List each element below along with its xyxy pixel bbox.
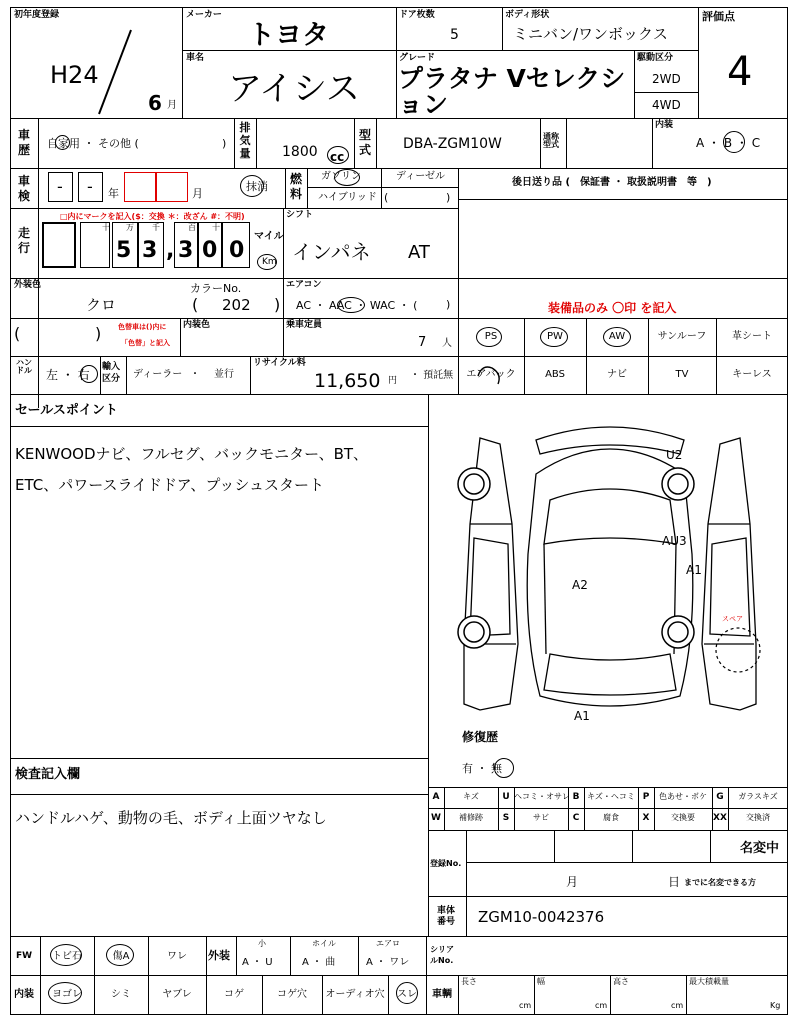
legend-description: ヘコミ・オサレ: [514, 792, 570, 801]
maker-value: トヨタ: [248, 20, 329, 51]
sales-point-line2: ETC、パワースライドドア、プッシュスタート: [15, 476, 325, 494]
equip-keyless: キーレス: [732, 369, 772, 380]
body-type-value: ミニバン/ワンボックス: [513, 25, 668, 43]
interior-b-circle: [723, 131, 745, 153]
history-circle: [55, 135, 70, 150]
dimensions-length: 長さ: [461, 977, 477, 986]
interior-burn: コゲ: [224, 989, 244, 1000]
mileage-unit-ju: 十: [102, 223, 110, 232]
mileage-digit-0b: 0: [229, 238, 245, 263]
model-value: DBA-ZGM10W: [403, 136, 502, 152]
shift-label: シフト: [286, 210, 314, 220]
fuel-hybrid: ハイブリッド: [318, 192, 377, 203]
fuel-gasoline: ガソリン: [321, 171, 361, 182]
equip-sunroof: サンルーフ: [657, 331, 707, 342]
diagram-mark-u2: U2: [666, 448, 683, 462]
aircon-close: ): [446, 298, 451, 311]
car-name-label: 車名: [186, 53, 205, 63]
legend-code: G: [716, 792, 724, 802]
interior-wear-circle: [396, 982, 418, 1004]
repair-value: 有 ・ 無: [462, 762, 502, 775]
color-change-note2: 「色替」と記入: [121, 339, 170, 347]
maker-label: メーカー: [186, 10, 222, 20]
fuel-diesel: ディーゼル: [396, 171, 445, 182]
capacity-label: 乗車定員: [286, 320, 323, 330]
diagram-mark-a1-right: A1: [686, 563, 702, 577]
displacement-label: 排気量: [239, 121, 251, 160]
recycle-unit: 円: [388, 376, 398, 386]
equip-navi: ナビ: [607, 369, 627, 380]
legend-code: P: [642, 792, 650, 802]
airbag-check-mark: [472, 362, 512, 388]
insp-month-box-2: [156, 172, 188, 202]
repair-label: 修復歴: [462, 730, 499, 744]
fw-label: FW: [16, 951, 33, 961]
inspection-notes-label: 検査記入欄: [15, 767, 81, 782]
handle-label: ハンドル: [16, 358, 32, 375]
insp-year-unit: 年: [108, 187, 119, 200]
exterior-small-opts: A ・ U: [242, 957, 273, 968]
fw-item-crack: ワレ: [167, 951, 187, 962]
legend-description: ガラスキズ: [738, 792, 778, 801]
car-name-value: アイシス: [228, 69, 360, 109]
mileage-note: □内にマークを記入($：交換 ＊：改ざん #：不明): [60, 212, 245, 221]
recycle-value: 11,650: [314, 370, 381, 392]
shift-position: インパネ: [292, 240, 371, 264]
color-change-note1: 色替車は()内に: [118, 323, 167, 331]
mileage-unit-ju2: 十: [212, 223, 220, 232]
insp-month-box-1: [124, 172, 156, 202]
drive-label: 駆動区分: [637, 53, 674, 63]
fw-tobiishi-circle: [50, 944, 82, 966]
serial-label: シリアルNo.: [430, 945, 454, 965]
legend-code: A: [432, 792, 440, 802]
doors-label: ドア枚数: [399, 10, 435, 20]
diagram-mark-au3: AU3: [662, 534, 687, 548]
registration-label: 登録No.: [430, 859, 462, 868]
legend-code: X: [642, 813, 650, 823]
insp-dash-1: -: [57, 177, 63, 196]
mileage-digit-5: 5: [116, 238, 132, 263]
registration-deadline: までに名変できる方: [684, 878, 756, 887]
displacement-unit: cc: [330, 150, 345, 164]
legend-code: C: [572, 813, 580, 823]
equip-abs: ABS: [545, 369, 565, 380]
dimensions-label: 車輌: [432, 989, 452, 1000]
insp-end-circle: [240, 175, 264, 197]
color-no-open: (: [192, 295, 199, 314]
first-reg-month: 6: [148, 91, 162, 115]
mileage-unit-man: 万: [126, 223, 134, 232]
equip-pw-circle: [540, 327, 568, 347]
ext-color-label: 外装色: [14, 280, 42, 290]
km-circle: [257, 254, 277, 270]
inspection-notes-value: ハンドルハゲ、動物の毛、ボディ上面ツヤなし: [15, 809, 327, 827]
doors-value: 5: [450, 27, 459, 43]
mileage-digit-0a: 0: [202, 238, 218, 263]
mileage-digit-3b: 3: [178, 238, 194, 263]
legend-code: W: [431, 813, 441, 823]
equipment-title: 装備品のみ 〇印 を記入: [548, 301, 677, 315]
model-label: 型式: [358, 128, 371, 157]
equip-leather: 革シート: [732, 331, 772, 342]
aircon-label: エアコン: [286, 280, 322, 290]
later-items-label: 後日送り品 ( 保証書 ・ 取扱説明書 等 ): [512, 177, 712, 188]
mileage-comma: ,: [166, 238, 175, 263]
history-label: 車歴: [17, 128, 30, 157]
equip-aw-circle: [603, 327, 631, 347]
handle-value: 左 ・ 右: [46, 368, 90, 382]
equip-aw: AW: [608, 331, 626, 342]
exterior-small: 小: [258, 939, 266, 948]
dimensions-height-unit: cm: [671, 1001, 684, 1010]
interior-dirt-circle: [48, 982, 82, 1004]
legend-code: U: [502, 792, 510, 802]
exterior-aero: エアロ: [376, 939, 400, 948]
registration-day: 日: [668, 875, 681, 889]
color-change-close: ): [95, 324, 102, 343]
legend-code: XX: [713, 813, 727, 823]
interior-burn-hole: コゲ穴: [277, 989, 307, 1000]
diagram-mark-a1-bottom: A1: [574, 709, 590, 723]
vin-label: 車体番号: [437, 906, 456, 927]
mileage-digit-3a: 3: [142, 238, 158, 263]
legend-description: 交換要: [671, 813, 695, 822]
diagram-mark-a2: A2: [572, 578, 588, 592]
dimensions-width: 幅: [537, 977, 545, 986]
import-dealer: ディーラー: [133, 369, 183, 380]
color-change-open: (: [14, 324, 21, 343]
history-close: ): [222, 137, 227, 150]
drive-4wd: 4WD: [652, 98, 681, 112]
sales-point-label: セールスポイント: [15, 403, 118, 418]
fuel-paren-close: ): [446, 191, 451, 204]
diagram-spare-label: スペア: [722, 615, 743, 623]
legend-code: S: [502, 813, 510, 823]
aac-circle: [337, 297, 365, 313]
import-parallel: 並行: [214, 369, 234, 380]
import-sep: ・: [190, 369, 200, 380]
interior-wear: スレ: [397, 989, 417, 1000]
equip-tv: TV: [675, 369, 689, 380]
color-no-value: 202: [222, 296, 251, 314]
mileage-label: 走行: [17, 226, 30, 255]
history-value: 自家用 ・ その他 (: [47, 137, 139, 150]
drive-2wd: 2WD: [652, 72, 681, 86]
grade-label: グレード: [399, 53, 436, 63]
first-reg-label: 初年度登録: [14, 10, 60, 20]
mileage-unit-sen: 千: [152, 223, 160, 232]
recycle-label: リサイクル料: [253, 358, 306, 368]
body-type-label: ボディ形状: [505, 10, 550, 20]
recycle-deposit: ・ 預託無: [410, 370, 454, 381]
insp-dash-2: -: [87, 177, 93, 196]
exterior-label: 外装: [208, 949, 230, 962]
legend-description: キズ・ヘコミ: [587, 792, 635, 801]
fw-scratch-circle: [106, 944, 134, 966]
fuel-paren-open: (: [384, 191, 389, 204]
interior-dirt: ヨゴレ: [52, 989, 82, 1000]
first-reg-era: H24: [50, 61, 99, 89]
import-label: 輸入区分: [102, 362, 121, 384]
sales-point-line1: KENWOODナビ、フルセグ、バックモニター、BT、: [15, 445, 369, 463]
legend-description: 補修跡: [459, 813, 483, 822]
score-label: 評価点: [702, 10, 735, 23]
dimensions-load-unit: Kg: [770, 1001, 781, 1010]
dimensions-width-unit: cm: [595, 1001, 608, 1010]
registration-name-change: 名変中: [740, 841, 780, 856]
common-model-label: 通称型式: [543, 132, 559, 149]
cc-circle: [327, 146, 349, 164]
legend-code: B: [572, 792, 580, 802]
legend-description: サビ: [533, 813, 549, 822]
insp-end: 抹消: [246, 180, 268, 193]
interior-audio-hole: オーディオ穴: [325, 989, 385, 1000]
dimensions-height: 高さ: [613, 977, 629, 986]
equip-ps: PS: [484, 331, 498, 342]
aircon-value: AC ・ AAC ・ WAC ・ (: [296, 299, 418, 312]
interior-stain: シミ: [111, 989, 131, 1000]
fuel-gasoline-circle: [334, 169, 360, 186]
color-no-close: ): [274, 295, 281, 314]
displacement-value: 1800: [282, 144, 318, 160]
interior-label: 内装: [655, 120, 674, 130]
fw-item-scratch: 傷A: [112, 951, 130, 962]
vin-value: ZGM10-0042376: [478, 908, 605, 926]
interior-tear: ヤブレ: [162, 989, 192, 1000]
interior-color-label: 内装色: [183, 320, 211, 330]
score-value: 4: [727, 49, 753, 95]
insp-month-unit: 月: [192, 187, 203, 200]
color-no-label: カラーNo.: [190, 282, 242, 295]
grade-value: プラタナ Vセレクション: [398, 64, 626, 119]
mileage-digit-box-0: [42, 222, 76, 268]
car-diagram: [440, 404, 780, 734]
dimensions-load: 最大積載量: [689, 977, 729, 986]
dimensions-length-unit: cm: [519, 1001, 532, 1010]
mile-label: マイル: [254, 231, 284, 242]
interior-row-label: 内装: [14, 989, 34, 1000]
legend-description: 交換済: [746, 813, 770, 822]
legend-description: キズ: [463, 792, 479, 801]
km-label: Km: [262, 257, 277, 267]
mileage-unit-hyaku: 百: [188, 223, 196, 232]
legend-description: 色あせ・ボケ: [659, 792, 707, 801]
capacity-unit: 人: [442, 338, 452, 349]
shift-type: AT: [408, 242, 430, 263]
diagonal-slash: [95, 28, 135, 118]
interior-value: A ・ B ・ C: [696, 136, 761, 150]
ext-color-value: クロ: [86, 296, 117, 314]
capacity-value: 7: [418, 335, 427, 350]
inspection-label: 車検: [17, 174, 30, 203]
fw-item-tobiishi: トビ石: [52, 951, 82, 962]
registration-month: 月: [566, 875, 579, 889]
legend-description: 腐食: [603, 813, 619, 822]
first-reg-month-unit: 月: [167, 100, 177, 111]
repair-none-circle: [494, 758, 514, 778]
fuel-label: 燃料: [289, 172, 302, 201]
exterior-wheel: ホイル: [312, 939, 336, 948]
exterior-wheel-opts: A ・ 曲: [302, 957, 336, 968]
handle-right-circle: [80, 365, 98, 383]
equip-airbag: エアバック: [466, 369, 516, 380]
equip-pw: PW: [547, 331, 563, 342]
equip-ps-circle: [476, 327, 502, 347]
exterior-aero-opts: A ・ ワレ: [366, 957, 410, 968]
